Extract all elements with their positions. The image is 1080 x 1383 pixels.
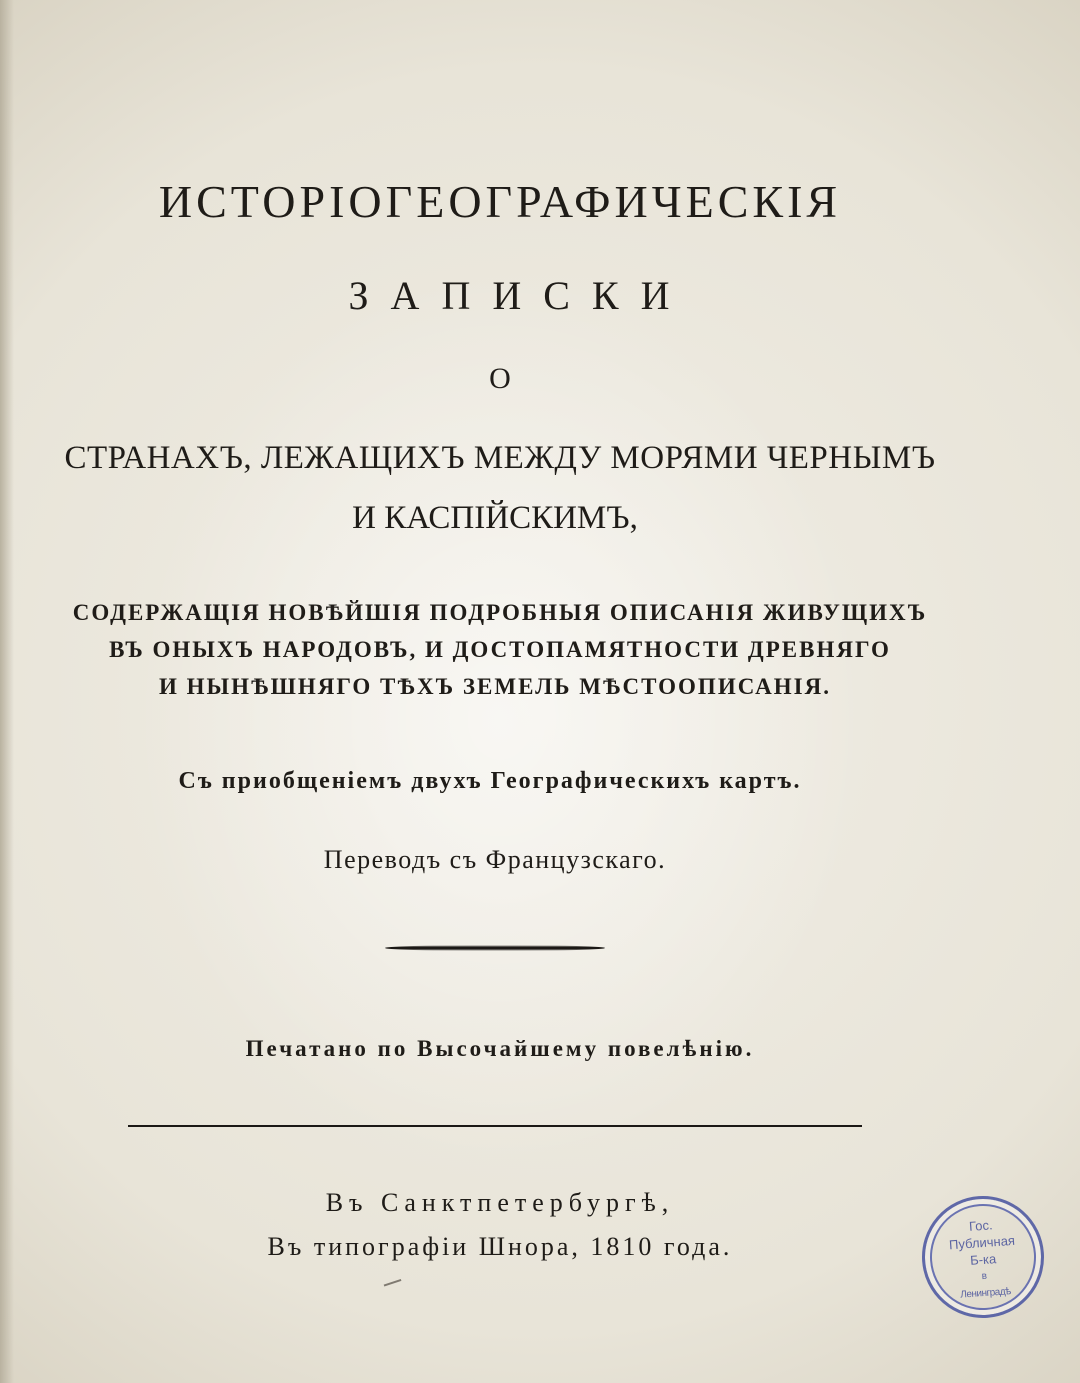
imprint-place: Въ Санктпетербургѣ, bbox=[325, 1188, 675, 1217]
book-subtitle: ЗАПИСКИ bbox=[348, 273, 692, 318]
subject-line-2: И КАСПІЙСКИМЪ, bbox=[352, 500, 638, 536]
printed-by-note: Печатано по Высочайшему повелѣнію. bbox=[245, 1036, 755, 1061]
stamp-line: Гос. bbox=[968, 1217, 994, 1234]
stamp-line: Публичная bbox=[948, 1232, 1016, 1253]
stamp-line: в bbox=[981, 1270, 988, 1283]
imprint-printer: Въ типографіи Шнора, 1810 года. bbox=[267, 1232, 733, 1261]
divider-rule bbox=[128, 1125, 862, 1127]
book-title: ИСТОРІОГЕОГРАФИЧЕСКІЯ bbox=[158, 176, 842, 227]
description-line: СОДЕРЖАЩІЯ НОВѢЙШІЯ ПОДРОБНЫЯ ОПИСАНІЯ ЖИВУЩИХЪ bbox=[72, 600, 928, 625]
translation-note: Переводъ съ Французскаго. bbox=[323, 845, 667, 874]
description-line: И НЫНѢШНЯГО ТѢХЪ ЗЕМЕЛЬ МѢСТООПИСАНІЯ. bbox=[159, 674, 831, 699]
ornamental-rule bbox=[385, 945, 605, 951]
maps-note: Съ приобщеніемъ двухъ Географическихъ картъ. bbox=[178, 768, 802, 794]
stamp-line: Б-ка bbox=[969, 1251, 997, 1268]
description-line: ВЪ ОНЫХЪ НАРОДОВЪ, И ДОСТОПАМЯТНОСТИ ДРЕВНЯГО bbox=[109, 637, 891, 662]
preposition-line: О bbox=[489, 362, 511, 395]
stamp-line: Ленинградѣ bbox=[959, 1286, 1012, 1301]
ink-mark bbox=[381, 1270, 402, 1287]
subject-line-1: СТРАНАХЪ, ЛЕЖАЩИХЪ МЕЖДУ МОРЯМИ ЧЕРНЫМЪ bbox=[64, 440, 936, 476]
